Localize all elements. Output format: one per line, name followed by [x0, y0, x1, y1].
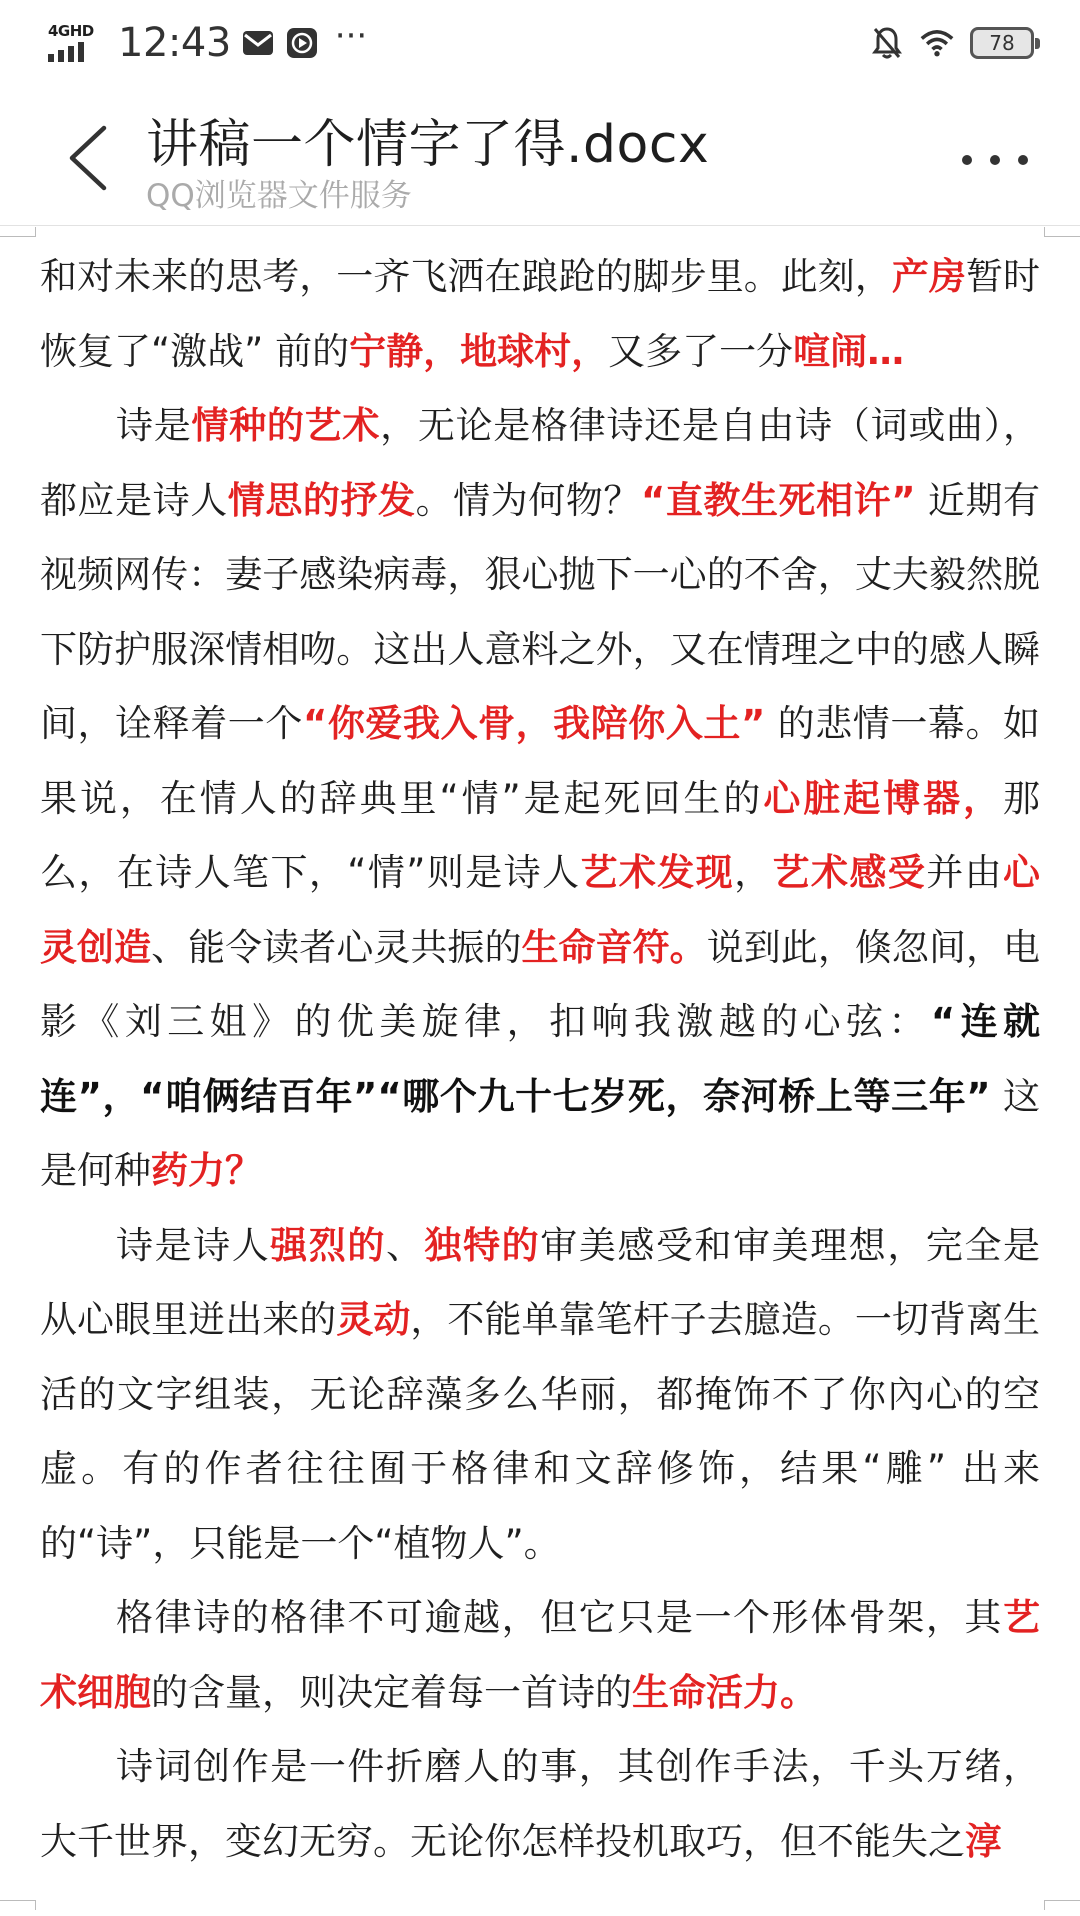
highlighted-text: 淳	[965, 1819, 1002, 1863]
text-run: 、能令读者心灵共振的	[151, 925, 522, 969]
paragraph	[40, 1581, 1040, 1730]
back-button[interactable]	[60, 118, 120, 198]
highlighted-text: “直教生死相许”	[641, 478, 916, 522]
highlighted-text: 强烈的	[270, 1223, 386, 1267]
more-dots-icon: ···	[334, 16, 368, 56]
paragraph	[40, 1730, 1040, 1879]
more-options-button[interactable]	[962, 140, 1028, 180]
highlighted-text: 情思的抒发	[227, 478, 416, 522]
text-run: 诗是	[116, 404, 192, 447]
text-run: 审美感受和审美理想，完全是从心眼里迸出来的	[40, 1223, 1040, 1341]
page-corner-top-left	[0, 227, 36, 237]
mail-icon	[241, 26, 275, 60]
highlighted-text: 药力？	[151, 1149, 262, 1192]
highlighted-text: 宁静，地球村，	[349, 329, 609, 373]
highlighted-text: “你爱我入骨，我陪你入土”	[302, 702, 766, 745]
status-right	[870, 26, 1034, 60]
document-title: 讲稿一个情字了得.docx	[146, 115, 710, 175]
text-run: 这是何种	[40, 1074, 1040, 1192]
paragraph	[40, 389, 1040, 1209]
text-run: ，无论是格律诗还是自由诗（词或曲），都应是诗人	[40, 404, 1040, 522]
bold-text: “连就连”，“咱俩结百年”“哪个九十七岁死，奈河桥上等三年”	[40, 1000, 1040, 1118]
highlighted-text: 灵动	[336, 1298, 411, 1341]
signal-icon	[48, 40, 84, 62]
highlighted-text: 生命活力。	[632, 1670, 817, 1714]
page-corner-top-right	[1044, 227, 1080, 237]
text-run: 近期有视频网传：妻子感染病毒，狠心抛下一心的不舍，丈夫毅然脱下防护服深情相吻。这出人意料之外，又在情理之中的感人瞬间，诠释着一个	[40, 478, 1040, 745]
text-run: 诗词创作是一件折磨人的事，其创作手法，千头万绪，大千世界，变幻无穷。无论你怎样投机取巧，但不能失之	[40, 1745, 1040, 1863]
highlighted-text: 独特的	[424, 1223, 541, 1267]
text-run: 并由	[926, 851, 1004, 894]
highlighted-text: 艺术发现	[580, 851, 735, 894]
wifi-icon	[920, 26, 954, 60]
app-header	[0, 86, 1080, 226]
highlighted-text: 产房	[891, 255, 966, 298]
clock: 12:43	[118, 20, 231, 66]
text-run: 又多了一分	[608, 329, 794, 373]
text-run: 、	[385, 1223, 425, 1267]
network-indicator	[48, 24, 102, 62]
text-run: 的悲情一幕。如果说，在情人的辞典里“情”是起死回生的	[40, 702, 1040, 820]
battery-level: 78	[989, 31, 1015, 55]
document-body[interactable]	[40, 240, 1040, 1880]
bell-off-icon	[870, 26, 904, 60]
media-icon	[285, 26, 319, 60]
text-run: 格律诗的格律不可逾越，但它只是一个形体骨架，其	[116, 1596, 1003, 1639]
text-run: 的含量，则决定着每一首诗的	[151, 1670, 632, 1714]
network-type: 4GHD	[48, 22, 94, 40]
paragraph	[40, 240, 1040, 389]
highlighted-text: 心脏起博器，	[763, 776, 1004, 820]
dot-icon	[990, 155, 1000, 165]
dot-icon	[1018, 155, 1028, 165]
highlighted-text: 艺术感受	[772, 851, 927, 894]
text-run: 诗是诗人	[116, 1223, 271, 1267]
text-run: 和对未来的思考，一齐飞洒在踉跄的脚步里。此刻，	[40, 255, 892, 298]
page-corner-bottom-right	[1044, 1900, 1080, 1910]
text-run: 。情为何物？	[415, 478, 641, 522]
text-run: 说到此，倏忽间，电影《刘三姐》的优美旋律，扣响我激越的心弦：	[40, 925, 1040, 1043]
text-run: ，不能单靠笔杆子去臆造。一切背离生活的文字组装，无论辞藻多么华丽，都掩饰不了你內心的空虚。有的作者往往囿于格律和文辞修饰，结果“雕” 出来的“诗”，只能是一个“植物人”。	[40, 1298, 1040, 1565]
highlighted-text: 喧闹…	[793, 329, 905, 373]
highlighted-text: 情种的艺术	[191, 404, 381, 447]
highlighted-text: 生命音符。	[521, 925, 707, 969]
status-left	[48, 16, 368, 66]
text-run: ，	[734, 851, 773, 894]
chevron-left-icon	[60, 118, 120, 198]
dot-icon	[962, 155, 972, 165]
text-run: 暂时恢复了“激战” 前的	[40, 255, 1040, 373]
page-corner-bottom-left	[0, 1900, 36, 1910]
highlighted-text: 艺术细胞	[40, 1596, 1040, 1714]
status-bar	[0, 0, 1080, 86]
document-subtitle: QQ浏览器文件服务	[146, 178, 412, 214]
paragraph	[40, 1209, 1040, 1582]
battery-icon	[970, 27, 1034, 59]
text-run: 那么，在诗人笔下，“情”则是诗人	[40, 776, 1040, 894]
highlighted-text: 心灵创造	[40, 851, 1040, 969]
